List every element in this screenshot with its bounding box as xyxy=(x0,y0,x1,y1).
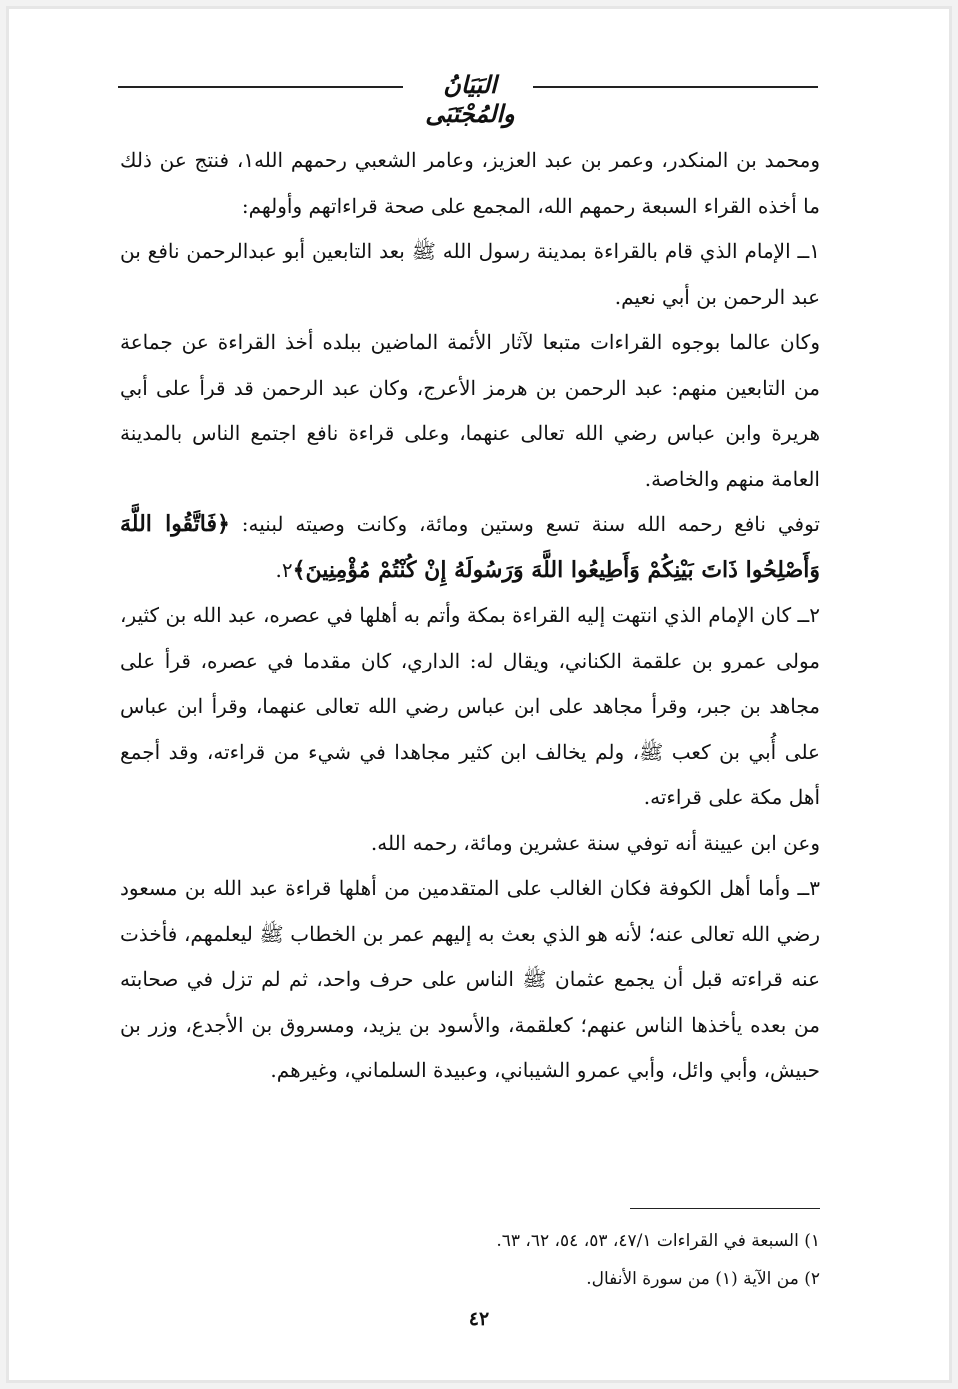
book-title-logo: البَيَانُ والمُجْتَبَى xyxy=(425,70,515,128)
running-header xyxy=(118,62,818,128)
header-rule-left xyxy=(118,86,403,88)
quran-verse: ﴿فَاتَّقُوا اللَّهَ وَأَصْلِحُوا ذَاتَ بَيْنِكُمْ وَأَطِيعُوا اللَّهَ وَرَسُولَهُ إِنْ كُنْتُمْ مُؤْمِنِينَ﴾ xyxy=(120,511,820,583)
header-rule-right xyxy=(533,86,818,88)
paragraph-death-of-nafi xyxy=(120,502,820,593)
paragraph-3: وكان عالما بوجوه القراءات متبعا لآثار الأئمة الماضين ببلده أخذ القراءة عن جماعة من التابعين منهم: عبد الرحمن بن هرمز الأعرج، وكان عبد الرحمن قد قرأ على أبي هريرة وابن عباس رضي الله تعالى عنهما، وعلى قراءة نافع اجتمع الناس بالمدينة العامة منهم والخاصة. xyxy=(120,330,820,491)
paragraph-4: ٢ــ كان الإمام الذي انتهت إليه القراءة بمكة وأتم به أهلها في عصره، عبد الله بن كثير، مولى عمرو بن علقمة الكناني، ويقال له: الداري، كان مقدما في عصره، قرأ على مجاهد بن جبر، وقرأ مجاهد على ابن عباس رضي الله تعالى عنهما، وقرأ ابن عباس على أُبي بن كعب ﷺ، ولم يخالف ابن كثير مجاهدا في شيء من قراءته، وقد أجمع أهل مكة على قراءته. xyxy=(120,603,820,809)
death-text: توفي نافع رحمه الله سنة تسع وستين ومائة، وكانت وصيته لبنيه: xyxy=(229,512,820,536)
footnote-ref-2: ٢. xyxy=(275,557,293,582)
footnote-1: ١) السبعة في القراءات ٤٧/١، ٥٣، ٥٤، ٦٢، ٦٣. xyxy=(496,1231,820,1251)
footnote-2: ٢) من الآية (١) من سورة الأنفال. xyxy=(586,1269,820,1289)
paragraph-6: ٣ــ وأما أهل الكوفة فكان الغالب على المتقدمين من أهلها قراءة عبد الله بن مسعود رضي الله تعالى عنه؛ لأنه هو الذي بعث به إليهم عمر بن الخطاب ﷺ ليعلمهم، فأخذت عنه قراءته قبل أن يجمع عثمان ﷺ الناس على حرف واحد، ثم لم تزل في صحابته من بعده يأخذها الناس عنهم؛ كعلقمة، والأسود بن يزيد، ومسروق بن الأجدع، وزر بن حبيش، وأبي وائل، وأبي عمرو الشيباني، وعبيدة السلماني، وغيرهم. xyxy=(120,876,820,1082)
footnotes xyxy=(260,1222,820,1298)
footnote-separator xyxy=(630,1208,820,1209)
paragraph-5: وعن ابن عيينة أنه توفي سنة عشرين ومائة، رحمه الله. xyxy=(370,830,820,855)
main-text xyxy=(120,138,820,1094)
paragraph-2: ١ــ الإمام الذي قام بالقراءة بمدينة رسول الله ﷺ بعد التابعين أبو عبدالرحمن نافع بن عبد الرحمن بن أبي نعيم. xyxy=(120,239,820,309)
page-number: ٤٢ xyxy=(468,1308,490,1330)
paragraph-1: ومحمد بن المنكدر، وعمر بن عبد العزيز، وعامر الشعبي رحمهم الله١، فنتج عن ذلك ما أخذه القراء السبعة رحمهم الله، المجمع على صحة قراءاتهم وأولهم: xyxy=(120,148,820,218)
